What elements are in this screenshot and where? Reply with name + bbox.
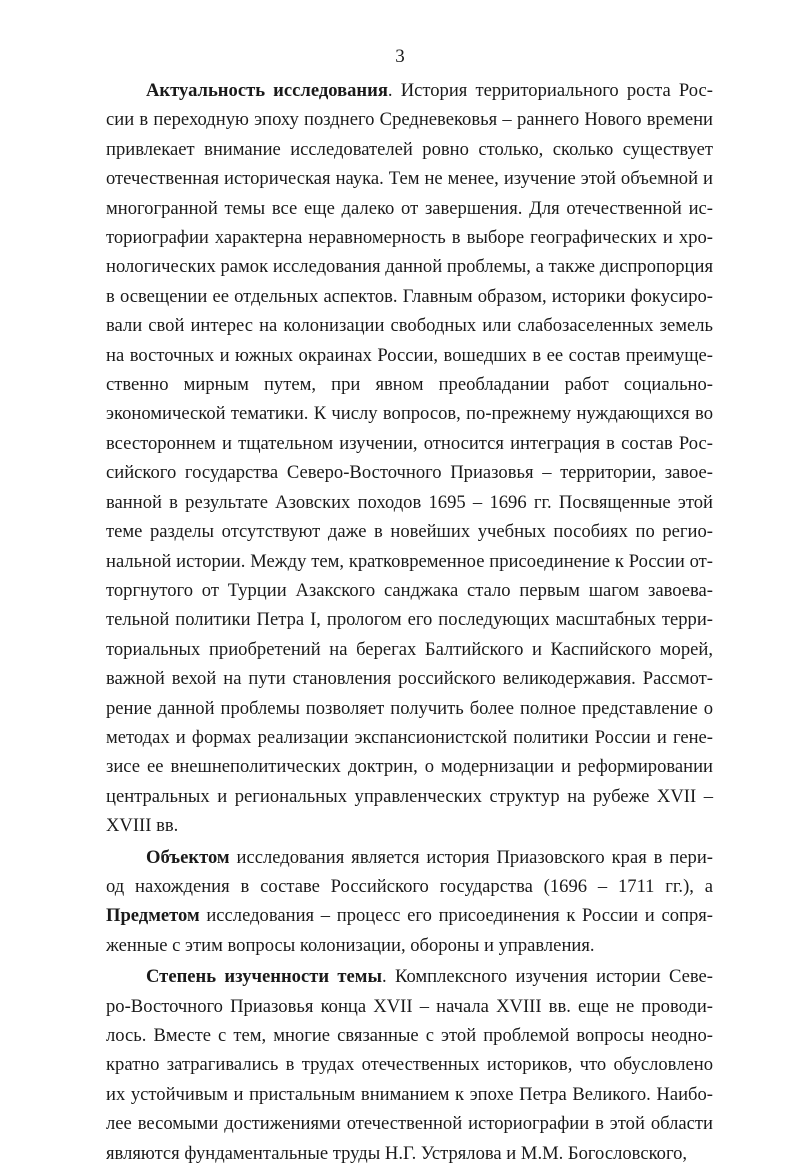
line-text: ро-Восточного Приазовья конца XVII – начала XVIII вв. еще не проводи- <box>106 995 713 1017</box>
line-text: нологических рамок исследования данной проблемы, а также диспропорция <box>106 256 713 278</box>
text-line <box>106 1139 713 1168</box>
text-line <box>106 547 713 576</box>
line-text: являются фундаментальные труды Н.Г. Устрялова и М.М. Богословского, <box>106 1142 688 1164</box>
text-line <box>106 992 713 1021</box>
text-line <box>106 576 713 605</box>
line-text: экономической тематики. К числу вопросов, по-прежнему нуждающихся во <box>106 403 713 425</box>
line-text: исследования – процесс его присоединения к России и сопря- <box>199 905 713 927</box>
text-line <box>106 931 713 960</box>
text-line <box>106 399 713 428</box>
line-text: ториальных приобретений на берегах Балтийского и Каспийского морей, <box>106 638 713 660</box>
text-line <box>106 635 713 664</box>
page-number: 3 <box>395 46 405 67</box>
line-text: кратно затрагивались в трудах отечественных историков, что обусловлено <box>106 1054 713 1076</box>
text-line <box>106 872 713 901</box>
line-text: сии в переходную эпоху позднего Средневековья – раннего Нового времени <box>106 109 713 131</box>
line-text: центральных и региональных управленческих структур на рубеже XVII – <box>106 785 713 807</box>
line-text: . Комплексного изучения истории Севе- <box>381 966 713 988</box>
bold-term: Степень изученности темы <box>146 966 382 988</box>
paragraph <box>106 843 713 961</box>
text-line <box>106 194 713 223</box>
text-line <box>106 664 713 693</box>
text-line <box>106 605 713 634</box>
body-text <box>106 76 713 1168</box>
line-text: привлекает внимание исследователей ровно столько, сколько существует <box>106 138 713 160</box>
paragraph <box>106 962 713 1168</box>
line-text: ториографии характерна неравномерность в выборе географических и хро- <box>106 227 713 249</box>
text-line <box>106 458 713 487</box>
text-line <box>106 1050 713 1079</box>
text-line <box>106 429 713 458</box>
text-line <box>106 282 713 311</box>
text-line <box>106 135 713 164</box>
line-text: в освещении ее отдельных аспектов. Главным образом, историки фокусиро- <box>106 285 713 307</box>
text-line <box>106 164 713 193</box>
line-text: од нахождения в составе Российского государства (1696 – 1711 гг.), а <box>106 875 713 897</box>
line-text: исследования является история Приазовского края в пери- <box>229 846 713 868</box>
text-line <box>106 488 713 517</box>
line-text: важной вехой на пути становления российского великодержавия. Рассмот- <box>106 668 713 690</box>
text-line <box>106 723 713 752</box>
text-line <box>106 843 713 872</box>
bold-term: Предметом <box>106 905 200 927</box>
line-text: ванной в результате Азовских походов 1695 – 1696 гг. Посвященные этой <box>106 491 713 513</box>
text-line <box>106 694 713 723</box>
line-text: на восточных и южных окраинах России, вошедших в ее состав преимуще- <box>106 344 713 366</box>
line-text: женные с этим вопросы колонизации, обороны и управления. <box>106 934 595 956</box>
line-text: лее весомыми достижениями отечественной историографии в этой области <box>106 1113 713 1135</box>
text-line <box>106 105 713 134</box>
line-text: торгнутого от Турции Азакского санджака стало первым шагом завоева- <box>106 579 713 601</box>
text-line <box>106 252 713 281</box>
bold-term: Актуальность исследования <box>146 80 388 101</box>
line-text: рение данной проблемы позволяет получить более полное представление о <box>106 697 713 719</box>
line-text: зисе ее внешнеполитических доктрин, о модернизации и реформировании <box>106 756 713 778</box>
text-line <box>106 1021 713 1050</box>
line-text: их устойчивым и пристальным вниманием к эпохе Петра Великого. Наибо- <box>106 1083 713 1105</box>
text-line <box>106 341 713 370</box>
text-line <box>106 311 713 340</box>
line-text: вали свой интерес на колонизации свободных или слабозаселенных земель <box>106 315 713 337</box>
line-text: . История территориального роста Рос- <box>387 80 713 101</box>
line-text: ственно мирным путем, при явном преобладании работ социально- <box>106 374 713 396</box>
text-line <box>106 901 713 930</box>
text-line <box>106 752 713 781</box>
line-text: XVIII вв. <box>106 815 179 837</box>
text-line <box>106 811 713 840</box>
text-line <box>106 962 713 991</box>
line-text: тельной политики Петра I, прологом его последующих масштабных терри- <box>106 609 713 631</box>
line-text: лось. Вместе с тем, многие связанные с этой проблемой вопросы неодно- <box>106 1025 713 1046</box>
text-line <box>106 1080 713 1109</box>
line-text: нальной истории. Между тем, кратковременное присоединение к России от- <box>106 550 713 572</box>
line-text: методах и формах реализации экспансионистской политики России и гене- <box>106 726 713 748</box>
bold-term: Объектом <box>146 846 230 868</box>
text-line <box>106 76 713 105</box>
line-text: отечественная историческая наука. Тем не менее, изучение этой объемной и <box>106 168 713 190</box>
line-text: многогранной темы все еще далеко от завершения. Для отечественной ис- <box>106 197 713 219</box>
line-text: всестороннем и тщательном изучении, относится интеграция в состав Рос- <box>106 432 713 454</box>
text-line <box>106 370 713 399</box>
line-text: теме разделы отсутствуют даже в новейших учебных пособиях по регио- <box>106 521 713 543</box>
text-line <box>106 782 713 811</box>
text-line <box>106 1109 713 1138</box>
text-line <box>106 517 713 546</box>
line-text: сийского государства Северо-Восточного Приазовья – территории, завое- <box>106 462 713 484</box>
text-line <box>106 223 713 252</box>
paragraph <box>106 76 713 841</box>
